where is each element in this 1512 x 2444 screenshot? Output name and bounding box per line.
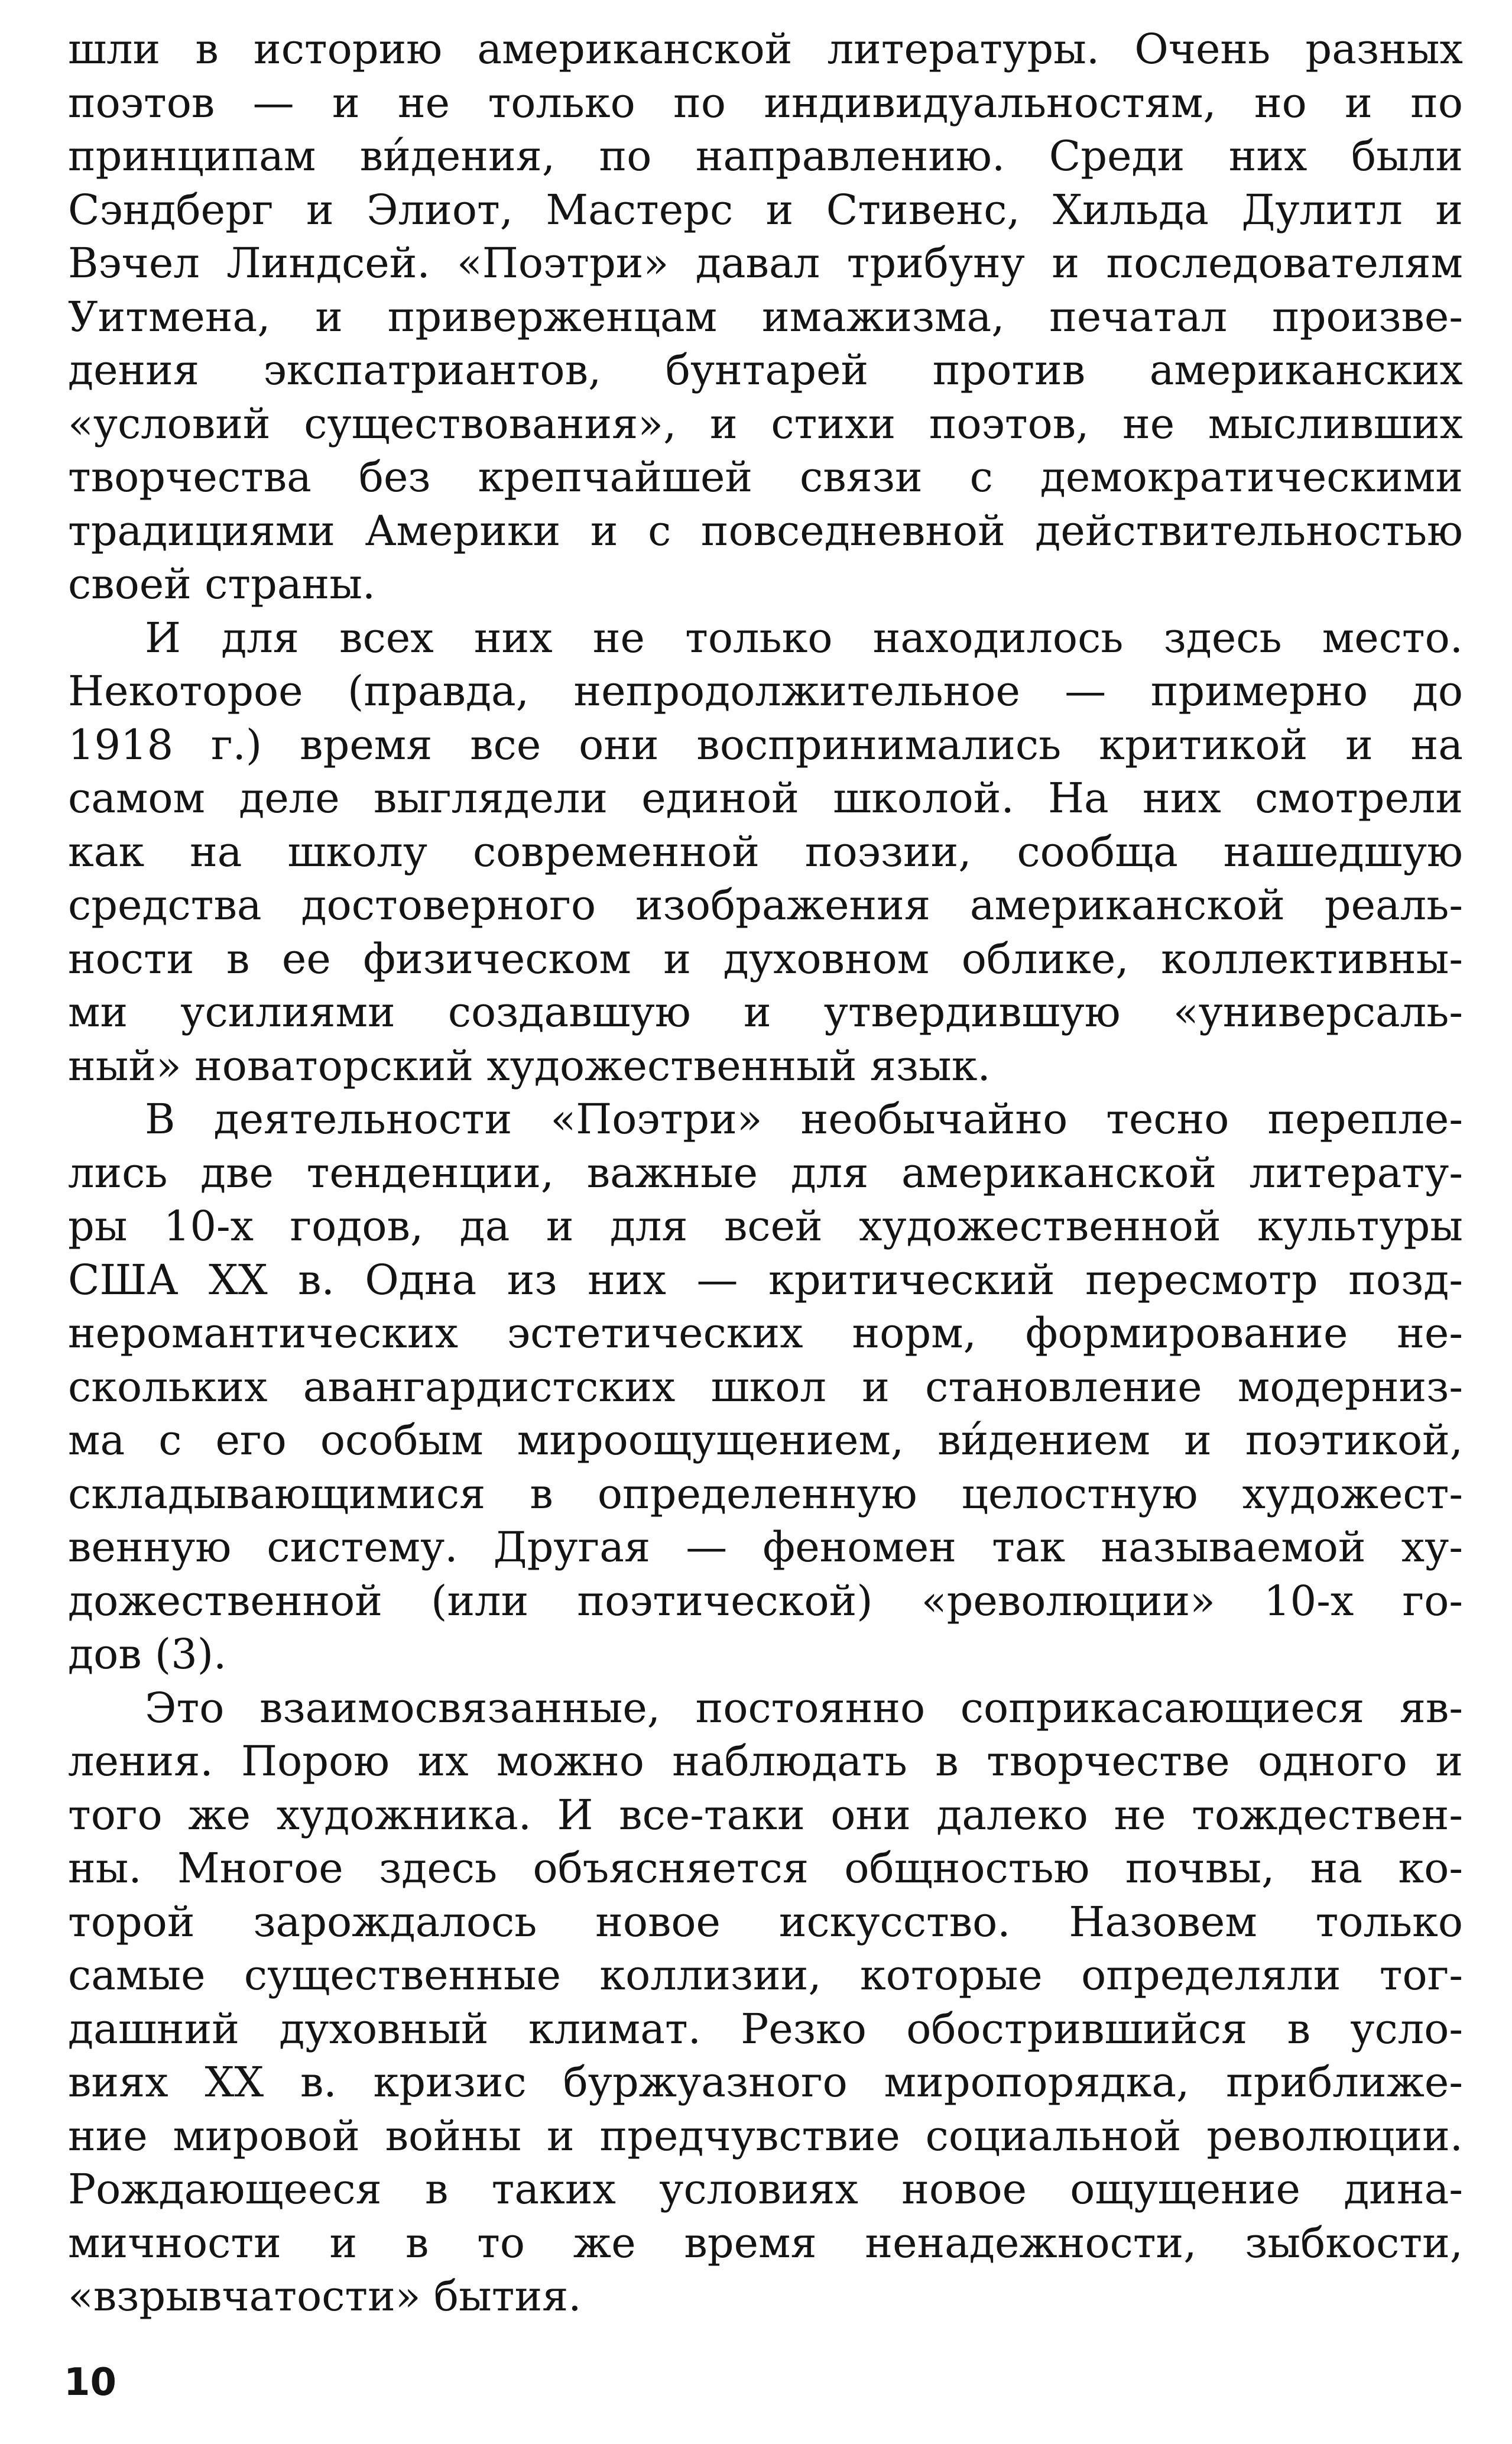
text-line: «взрывчатости» бытия. (68, 2272, 582, 2320)
text-line: поэтов — и не только по индивидуальностям, но и по (68, 78, 1463, 127)
text-line: своей страны. (68, 560, 376, 608)
text-line: «условий существования», и стихи поэтов, не мысливших (68, 399, 1463, 448)
text-line: Рождающееся в таких условиях новое ощущение дина- (68, 2165, 1463, 2213)
text-line: ный» новаторский художественный язык. (68, 1041, 991, 1090)
text-line: дашний духовный климат. Резко обострившийся в усло- (68, 2004, 1463, 2053)
page-number: 10 (64, 2361, 117, 2404)
text-line: творчества без крепчайшей связи с демократическими (68, 453, 1463, 501)
text-line: самом деле выглядели единой школой. На них смотрели (68, 774, 1463, 822)
text-line: ма с его особым мироощущением, ви́дением и поэтикой, (68, 1416, 1463, 1464)
text-line: США XX в. Одна из них — критический пересмотр позд- (68, 1255, 1463, 1304)
text-line: дожественной (или поэтической) «революции» 10-х го- (68, 1576, 1463, 1625)
text-line: ления. Порою их можно наблюдать в творчестве одного и (68, 1737, 1463, 1785)
text-line: принципам ви́дения, по направлению. Среди них были (68, 132, 1463, 180)
text-line: дов (3). (68, 1630, 227, 1678)
text-line: И для всех них не только находилось здесь место. (145, 613, 1463, 662)
text-line: ности в ее физическом и духовном облике, коллективны- (68, 934, 1463, 983)
text-line: Сэндберг и Элиот, Мастерс и Стивенс, Хильда Дулитл и (68, 185, 1463, 234)
text-line: дения экспатриантов, бунтарей против американских (68, 346, 1463, 394)
text-line: Вэчел Линдсей. «Поэтри» давал трибуну и последователям (68, 239, 1463, 287)
text-line: как на школу современной поэзии, сообща нашедшую (68, 827, 1463, 876)
text-line: лись две тенденции, важные для американской литерату- (68, 1148, 1463, 1197)
text-line: ны. Многое здесь объясняется общностью почвы, на ко- (68, 1844, 1463, 1892)
text-line: виях XX в. кризис буржуазного миропорядка, приближе- (68, 2058, 1463, 2106)
text-line: мичности и в то же время ненадежности, зыбкости, (68, 2218, 1463, 2267)
text-line: Некоторое (правда, непродолжительное — примерно до (68, 667, 1463, 715)
text-line: средства достоверного изображения американской реаль- (68, 881, 1463, 929)
text-line: В деятельности «Поэтри» необычайно тесно перепле- (145, 1095, 1463, 1143)
text-line: традициями Америки и с повседневной действительностью (68, 506, 1463, 555)
text-line: 1918 г.) время все они воспринимались критикой и на (68, 720, 1463, 769)
paragraph (68, 22, 1463, 611)
text-line: шли в историю американской литературы. Очень разных (68, 25, 1463, 73)
text-line: самые существенные коллизии, которые определяли тог- (68, 1951, 1463, 1999)
text-line: неромантических эстетических норм, формирование не- (68, 1309, 1463, 1357)
text-line: торой зарождалось новое искусство. Назовем только (68, 1897, 1463, 1946)
paragraph (68, 1093, 1463, 1681)
text-line: ры 10-х годов, да и для всей художественной культуры (68, 1202, 1463, 1250)
text-line: Это взаимосвязанные, постоянно соприкасающиеся яв- (145, 1683, 1463, 1732)
text-line: скольких авангардистских школ и становление модерниз- (68, 1362, 1463, 1411)
text-line: складывающимися в определенную целостную художест- (68, 1469, 1463, 1518)
page-body (68, 22, 1463, 2323)
text-line: ми усилиями создавшую и утвердившую «универсаль- (68, 988, 1463, 1036)
paragraph (68, 611, 1463, 1093)
text-line: ние мировой войны и предчувствие социальной революции. (68, 2111, 1463, 2160)
paragraph (68, 1681, 1463, 2323)
text-line: Уитмена, и приверженцам имажизма, печатал произве- (68, 292, 1463, 341)
text-line: венную систему. Другая — феномен так называемой ху- (68, 1523, 1463, 1571)
text-line: того же художника. И все-таки они далеко не тождествен- (68, 1790, 1463, 1839)
